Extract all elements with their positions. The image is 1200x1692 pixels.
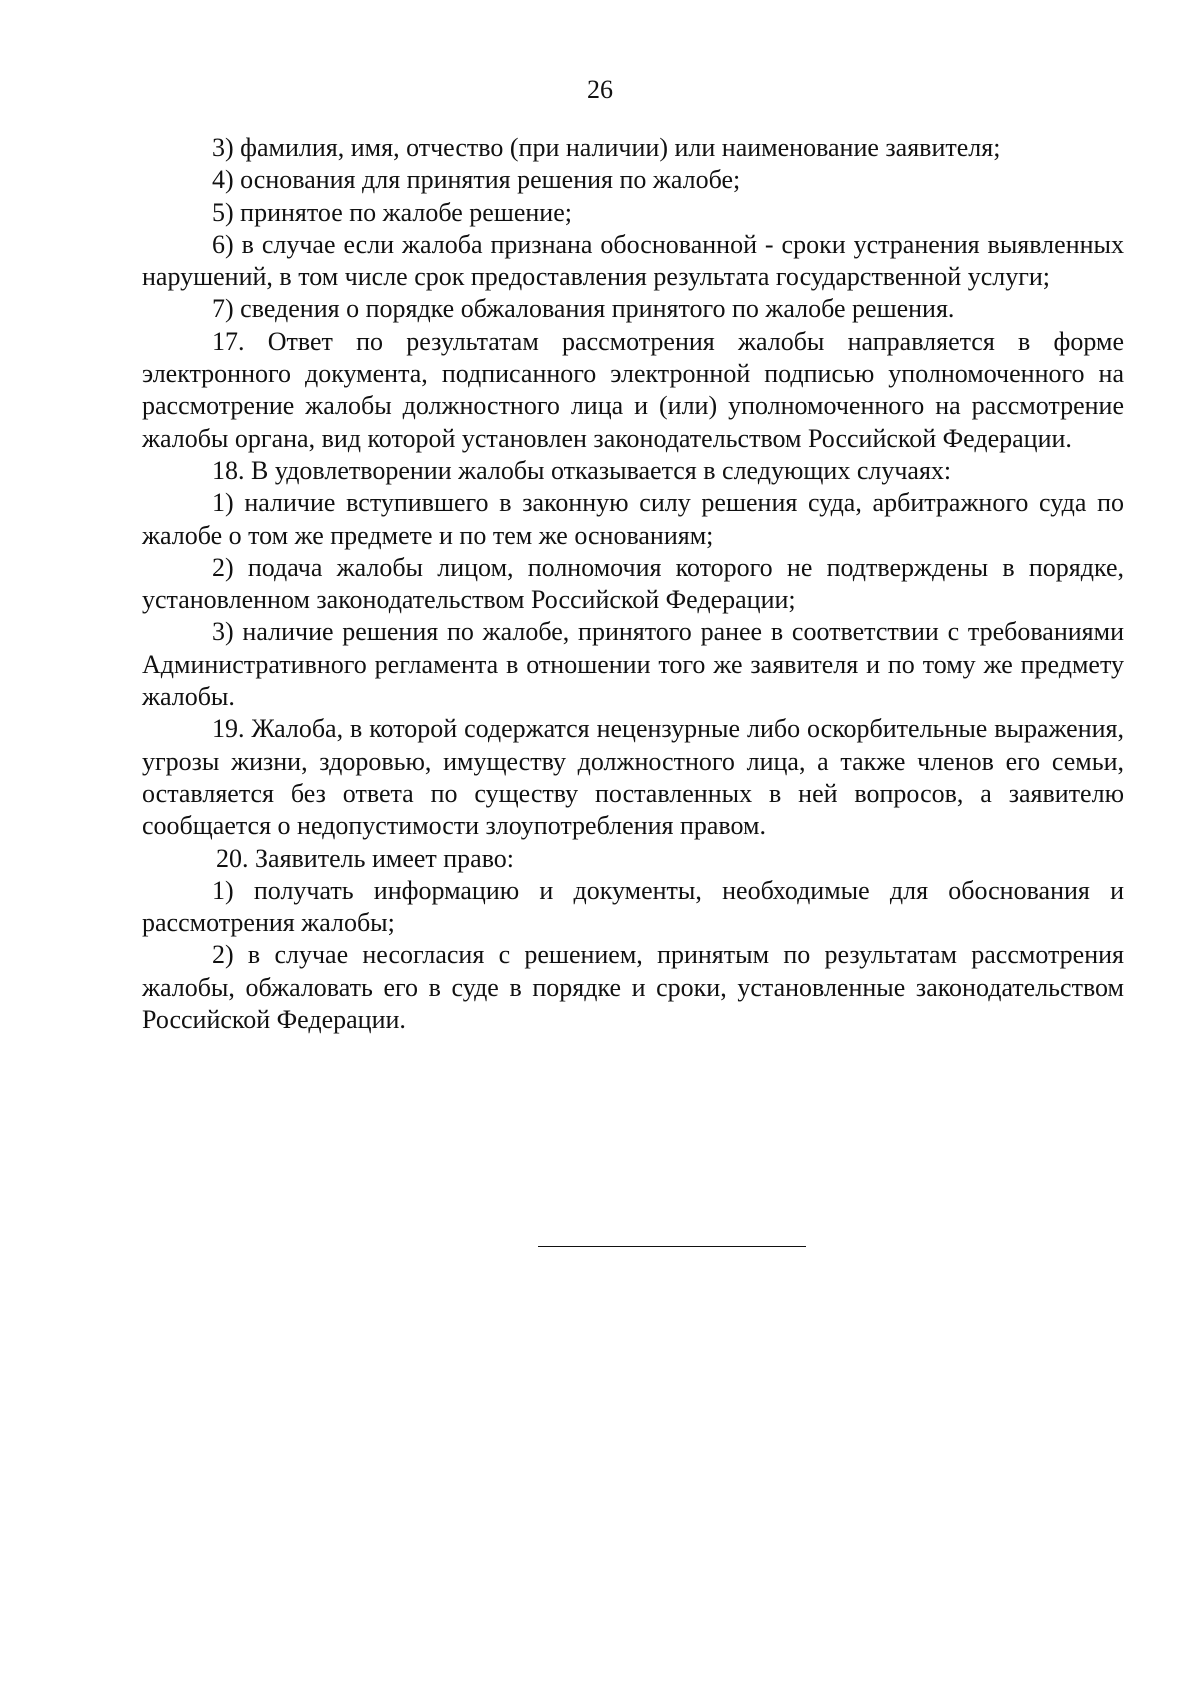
- page-number: 26: [587, 75, 613, 104]
- paragraph-section-20-applicant-rights: 20. Заявитель имеет право:: [216, 843, 515, 873]
- paragraph-item-3-applicant-name: 3) фамилия, имя, отчество (при наличии) или наименование заявителя;: [212, 133, 1001, 162]
- paragraph-refusal-case-3: 3) наличие решения по жалобе, принятого ранее в соответствии с требованиями Административного регламента в отношении того же заявителя и по тому же предмету жалобы.: [142, 617, 1124, 712]
- paragraph-refusal-case-2: 2) подача жалобы лицом, полномочия которого не подтверждены в порядке, установленном законодательством Российской Федерации;: [142, 552, 1124, 615]
- paragraph-refusal-case-1: 1) наличие вступившего в законную силу решения суда, арбитражного суда по жалобе о том же предмете и по тем же основаниям;: [142, 488, 1124, 550]
- paragraph-item-7-appeal-procedure: 7) сведения о порядке обжалования принятого по жалобе решения.: [212, 294, 955, 324]
- closing-divider-line: [538, 1246, 806, 1247]
- document-body: [142, 132, 1124, 1036]
- paragraph-section-17-response: 17. Ответ по результатам рассмотрения жалобы направляется в форме электронного документа, подписанного электронной подписью уполномоченного на рассмотрение жалобы должностного лица и (или) уполномоченного на рассмотрение жалобы органа, вид которой установлен законодательством Российской Федерации.: [142, 326, 1124, 453]
- paragraph-item-6-remediation-terms: 6) в случае если жалоба признана обоснованной - сроки устранения выявленных нарушений, в том числе срок предоставления результата государственной услуги;: [142, 229, 1124, 292]
- paragraph-item-5-decision: 5) принятое по жалобе решение;: [212, 197, 572, 227]
- paragraph-section-18-refusal-cases: 18. В удовлетворении жалобы отказывается в следующих случаях:: [212, 455, 952, 485]
- paragraph-section-19-abusive-complaint: 19. Жалоба, в которой содержатся нецензурные либо оскорбительные выражения, угрозы жизни, здоровью, имуществу должностного лица, а также членов его семьи, оставляется без ответа по существу поставленных в ней вопросов, а заявителю сообщается о недопустимости злоупотребления правом.: [142, 714, 1124, 841]
- paragraph-right-1: 1) получать информацию и документы, необходимые для обоснования и рассмотрения жалобы;: [142, 875, 1124, 938]
- paragraph-item-4-decision-grounds: 4) основания для принятия решения по жалобе;: [212, 165, 741, 195]
- paragraph-right-2: 2) в случае несогласия с решением, принятым по результатам рассмотрения жалобы, обжаловать его в суде в порядке и сроки, установленные законодательством Российской Федерации.: [142, 940, 1124, 1035]
